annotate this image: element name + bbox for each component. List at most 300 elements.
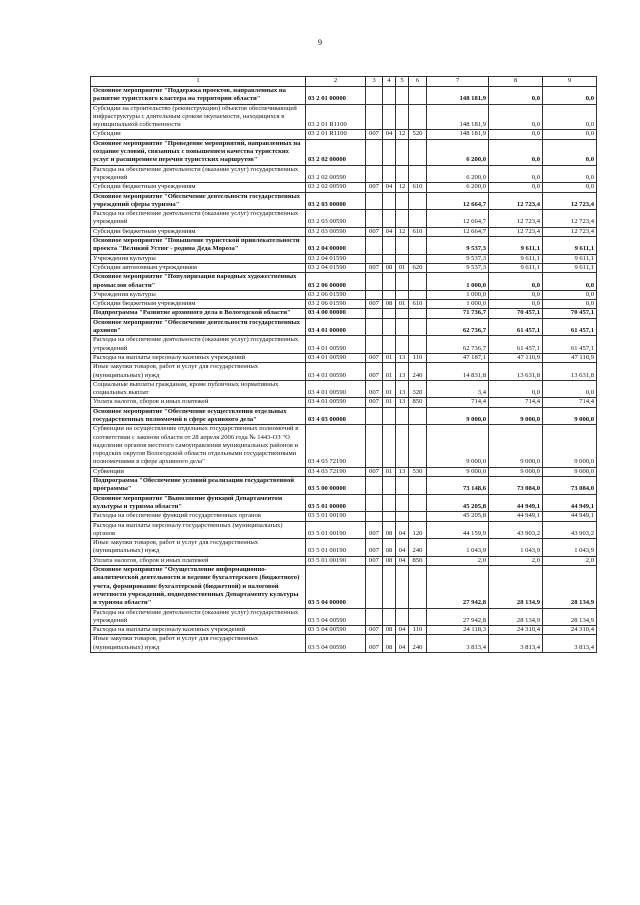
section-code	[383, 608, 396, 626]
target-article-code: 03 2 03 00590	[306, 210, 366, 228]
department-code	[366, 210, 383, 228]
amount-year-2: 0,0	[489, 380, 543, 398]
expense-type-code	[409, 318, 427, 336]
row-name: Основное мероприятие "Популяризация народных художественных промыслов области"	[91, 273, 306, 291]
amount-year-1: 27 942,8	[427, 608, 489, 626]
amount-year-1: 12 664,7	[427, 227, 489, 236]
amount-year-1: 1 000,0	[427, 290, 489, 299]
amount-year-2: 70 457,1	[489, 309, 543, 318]
table-row	[91, 353, 597, 362]
table-row	[91, 300, 597, 309]
table-row	[91, 626, 597, 635]
department-code	[366, 425, 383, 467]
expense-type-code	[409, 512, 427, 521]
subsection-code	[396, 425, 409, 467]
target-article-code: 03 5 01 00190	[306, 512, 366, 521]
amount-year-3: 28 134,9	[543, 608, 597, 626]
expense-type-code	[409, 309, 427, 318]
row-name: Основное мероприятие "Осуществление информационно-аналитической деятельности и ведение бухгалтерского (бюджетного) учета, формирование бухгалтерской (бюджетной) и налоговой отчетности учреждений, подведомственных Департаменту культуры и туризма области"	[91, 566, 306, 608]
row-name: Уплата налогов, сборов и иных платежей	[91, 556, 306, 565]
column-header: 4	[383, 77, 396, 87]
amount-year-2: 1 043,9	[489, 539, 543, 557]
section-code	[383, 407, 396, 425]
amount-year-2: 0,0	[489, 290, 543, 299]
amount-year-3: 13 631,8	[543, 363, 597, 381]
department-code	[366, 139, 383, 165]
subsection-code: 01	[396, 263, 409, 272]
row-name: Расходы на обеспечение функций государственных органов	[91, 512, 306, 521]
amount-year-2: 2,0	[489, 556, 543, 565]
expense-type-code: 850	[409, 398, 427, 407]
section-code: 04	[383, 227, 396, 236]
amount-year-1: 14 831,8	[427, 363, 489, 381]
expense-type-code	[409, 336, 427, 354]
amount-year-3: 24 310,4	[543, 626, 597, 635]
department-code	[366, 407, 383, 425]
target-article-code: 03 4 01 00590	[306, 336, 366, 354]
amount-year-3: 9 000,0	[543, 425, 597, 467]
row-name: Субсидии бюджетным учреждениям	[91, 183, 306, 192]
row-name: Расходы на выплаты персоналу казенных учреждений	[91, 353, 306, 362]
row-name: Субсидии бюджетным учреждениям	[91, 300, 306, 309]
amount-year-1: 1 000,0	[427, 300, 489, 309]
table-row	[91, 192, 597, 210]
amount-year-1: 3 813,4	[427, 635, 489, 653]
amount-year-2: 12 723,4	[489, 227, 543, 236]
expense-type-code: 320	[409, 380, 427, 398]
amount-year-1: 44 159,9	[427, 521, 489, 539]
target-article-code: 03 5 01 00190	[306, 539, 366, 557]
row-name: Расходы на обеспечение деятельности (оказание услуг) государственных учреждений	[91, 210, 306, 228]
target-article-code: 03 2 02 00590	[306, 165, 366, 183]
amount-year-3: 0,0	[543, 300, 597, 309]
section-code	[383, 309, 396, 318]
amount-year-2: 24 310,4	[489, 626, 543, 635]
expense-type-code	[409, 494, 427, 512]
subsection-code	[396, 237, 409, 255]
table-row	[91, 556, 597, 565]
amount-year-3: 47 110,9	[543, 353, 597, 362]
amount-year-1: 62 736,7	[427, 318, 489, 336]
table-row	[91, 318, 597, 336]
amount-year-1: 24 118,3	[427, 626, 489, 635]
target-article-code: 03 5 04 00590	[306, 608, 366, 626]
expense-type-code	[409, 237, 427, 255]
row-name: Расходы на обеспечение деятельности (оказание услуг) государственных учреждений	[91, 336, 306, 354]
subsection-code	[396, 512, 409, 521]
department-code	[366, 104, 383, 130]
amount-year-1: 62 736,7	[427, 336, 489, 354]
amount-year-3: 73 084,0	[543, 477, 597, 495]
amount-year-2: 73 084,0	[489, 477, 543, 495]
amount-year-3: 3 813,4	[543, 635, 597, 653]
row-name: Основное мероприятие "Обеспечение деятельности государственных учреждений сферы туризма"	[91, 192, 306, 210]
amount-year-1: 73 148,6	[427, 477, 489, 495]
row-name: Субсидии	[91, 130, 306, 139]
expense-type-code	[409, 290, 427, 299]
target-article-code: 03 5 01 00190	[306, 521, 366, 539]
section-code: 08	[383, 635, 396, 653]
amount-year-2: 3 813,4	[489, 635, 543, 653]
amount-year-3: 0,0	[543, 165, 597, 183]
amount-year-2: 0,0	[489, 139, 543, 165]
table-row	[91, 210, 597, 228]
expense-type-code: 110	[409, 626, 427, 635]
subsection-code: 13	[396, 353, 409, 362]
subsection-code	[396, 608, 409, 626]
amount-year-3: 0,0	[543, 183, 597, 192]
section-code	[383, 210, 396, 228]
row-name: Субсидии автономным учреждениям	[91, 263, 306, 272]
table-row	[91, 254, 597, 263]
amount-year-1: 71 736,7	[427, 309, 489, 318]
amount-year-3: 9 611,1	[543, 237, 597, 255]
expense-type-code: 110	[409, 353, 427, 362]
column-header: 8	[489, 77, 543, 87]
table-row	[91, 521, 597, 539]
amount-year-2: 44 949,1	[489, 512, 543, 521]
subsection-code	[396, 494, 409, 512]
department-code	[366, 336, 383, 354]
row-name: Подпрограмма "Развитие архивного дела в Вологодской области"	[91, 309, 306, 318]
subsection-code	[396, 139, 409, 165]
subsection-code	[396, 210, 409, 228]
amount-year-1: 1 043,9	[427, 539, 489, 557]
row-name: Уплата налогов, сборов и иных платежей	[91, 398, 306, 407]
target-article-code: 03 5 04 00000	[306, 566, 366, 608]
column-header: 5	[396, 77, 409, 87]
amount-year-2: 0,0	[489, 273, 543, 291]
amount-year-1: 6 200,0	[427, 165, 489, 183]
table-row	[91, 165, 597, 183]
amount-year-1: 9 000,0	[427, 407, 489, 425]
subsection-code	[396, 165, 409, 183]
expense-type-code: 620	[409, 263, 427, 272]
table-row	[91, 566, 597, 608]
department-code	[366, 237, 383, 255]
expense-type-code: 520	[409, 130, 427, 139]
table-row	[91, 539, 597, 557]
department-code: 007	[366, 300, 383, 309]
row-name: Расходы на выплаты персоналу казенных учреждений	[91, 626, 306, 635]
expense-type-code: 610	[409, 227, 427, 236]
target-article-code: 03 2 01 R1100	[306, 130, 366, 139]
section-code: 01	[383, 467, 396, 476]
section-code	[383, 477, 396, 495]
amount-year-3: 1 043,9	[543, 539, 597, 557]
expense-type-code	[409, 254, 427, 263]
table-row	[91, 139, 597, 165]
row-name: Подпрограмма "Обеспечение условий реализации государственной программы"	[91, 477, 306, 495]
column-header: 9	[543, 77, 597, 87]
row-name: Основное мероприятие "Поддержка проектов, направленных на развитие туристского кластера на территории области"	[91, 87, 306, 105]
expense-type-code: 240	[409, 363, 427, 381]
target-article-code: 03 5 04 00590	[306, 626, 366, 635]
subsection-code: 04	[396, 556, 409, 565]
expense-type-code: 240	[409, 635, 427, 653]
amount-year-1: 3,4	[427, 380, 489, 398]
subsection-code	[396, 336, 409, 354]
table-row	[91, 635, 597, 653]
department-code	[366, 566, 383, 608]
amount-year-1: 45 205,8	[427, 512, 489, 521]
column-header: 1	[91, 77, 306, 87]
subsection-code	[396, 104, 409, 130]
section-code	[383, 254, 396, 263]
section-code: 08	[383, 300, 396, 309]
table-row	[91, 263, 597, 272]
subsection-code	[396, 309, 409, 318]
amount-year-1: 6 200,0	[427, 183, 489, 192]
expense-type-code: 120	[409, 521, 427, 539]
table-row	[91, 104, 597, 130]
section-code	[383, 237, 396, 255]
department-code	[366, 87, 383, 105]
amount-year-2: 9 000,0	[489, 467, 543, 476]
subsection-code: 12	[396, 183, 409, 192]
department-code	[366, 477, 383, 495]
table-row	[91, 380, 597, 398]
subsection-code: 04	[396, 635, 409, 653]
department-code	[366, 290, 383, 299]
row-name: Учреждения культуры	[91, 254, 306, 263]
department-code: 007	[366, 635, 383, 653]
amount-year-3: 61 457,1	[543, 318, 597, 336]
target-article-code: 03 2 03 00000	[306, 192, 366, 210]
amount-year-1: 148 181,9	[427, 104, 489, 130]
row-name: Расходы на обеспечение деятельности (оказание услуг) государственных учреждений	[91, 165, 306, 183]
amount-year-2: 61 457,1	[489, 318, 543, 336]
target-article-code: 03 4 01 00000	[306, 318, 366, 336]
section-code: 08	[383, 521, 396, 539]
section-code	[383, 273, 396, 291]
subsection-code: 04	[396, 539, 409, 557]
amount-year-3: 70 457,1	[543, 309, 597, 318]
table-row	[91, 363, 597, 381]
row-name: Иные закупки товаров, работ и услуг для государственных (муниципальных) нужд	[91, 539, 306, 557]
department-code	[366, 165, 383, 183]
row-name: Субвенции на осуществление отдельных государственных полномочий в соответствии с законом области от 28 апреля 2006 года № 1443-ОЗ "О наделении органов местного самоуправления муниципальных районов и городских округов Вологодской области отдельными государственными полномочиями в сфере архивного дела"	[91, 425, 306, 467]
amount-year-2: 47 110,9	[489, 353, 543, 362]
subsection-code	[396, 254, 409, 263]
amount-year-2: 9 611,1	[489, 263, 543, 272]
expense-type-code	[409, 139, 427, 165]
row-name: Основное мероприятие "Обеспечение осуществления отдельных государственных полномочий в сфере архивного дела"	[91, 407, 306, 425]
target-article-code: 03 2 06 00000	[306, 273, 366, 291]
table-body	[91, 87, 597, 653]
amount-year-1: 45 205,8	[427, 494, 489, 512]
subsection-code: 13	[396, 398, 409, 407]
column-header: 6	[409, 77, 427, 87]
amount-year-2: 9 611,1	[489, 237, 543, 255]
expense-type-code: 240	[409, 539, 427, 557]
row-name: Субвенции	[91, 467, 306, 476]
target-article-code: 03 2 06 01590	[306, 290, 366, 299]
target-article-code: 03 4 01 00590	[306, 398, 366, 407]
amount-year-3: 2,0	[543, 556, 597, 565]
amount-year-2: 44 949,1	[489, 494, 543, 512]
subsection-code	[396, 566, 409, 608]
row-name: Иные закупки товаров, работ и услуг для государственных (муниципальных) нужд	[91, 363, 306, 381]
amount-year-1: 9 537,3	[427, 254, 489, 263]
target-article-code: 03 2 01 R1100	[306, 104, 366, 130]
amount-year-3: 9 000,0	[543, 407, 597, 425]
expense-type-code	[409, 477, 427, 495]
subsection-code	[396, 192, 409, 210]
section-code: 04	[383, 183, 396, 192]
amount-year-3: 12 723,4	[543, 192, 597, 210]
table-row	[91, 608, 597, 626]
table-row	[91, 407, 597, 425]
department-code: 007	[366, 227, 383, 236]
column-header: 2	[306, 77, 366, 87]
amount-year-3: 44 949,1	[543, 512, 597, 521]
department-code	[366, 318, 383, 336]
amount-year-3: 9 611,1	[543, 263, 597, 272]
amount-year-3: 0,0	[543, 104, 597, 130]
amount-year-2: 28 134,9	[489, 608, 543, 626]
department-code: 007	[366, 521, 383, 539]
section-code: 04	[383, 130, 396, 139]
amount-year-1: 148 181,9	[427, 130, 489, 139]
department-code	[366, 512, 383, 521]
target-article-code: 03 2 02 00590	[306, 183, 366, 192]
department-code: 007	[366, 467, 383, 476]
row-name: Субсидии бюджетным учреждениям	[91, 227, 306, 236]
amount-year-1: 9 537,3	[427, 237, 489, 255]
target-article-code: 03 2 04 01590	[306, 263, 366, 272]
department-code	[366, 192, 383, 210]
table-row	[91, 425, 597, 467]
amount-year-1: 2,0	[427, 556, 489, 565]
target-article-code: 03 4 03 72190	[306, 425, 366, 467]
amount-year-1: 12 664,7	[427, 192, 489, 210]
subsection-code: 04	[396, 626, 409, 635]
amount-year-1: 9 537,3	[427, 263, 489, 272]
table-row	[91, 494, 597, 512]
amount-year-3: 61 457,1	[543, 336, 597, 354]
expense-type-code	[409, 165, 427, 183]
subsection-code	[396, 477, 409, 495]
section-code: 01	[383, 398, 396, 407]
row-name: Учреждения культуры	[91, 290, 306, 299]
row-name: Основное мероприятие "Проведение мероприятий, направленных на создание условий, связанных с повышением качества туристских услуг и расширением перечня туристских маршрутов"	[91, 139, 306, 165]
section-code	[383, 139, 396, 165]
amount-year-2: 61 457,1	[489, 336, 543, 354]
table-row	[91, 309, 597, 318]
target-article-code: 03 2 04 00000	[306, 237, 366, 255]
amount-year-2: 12 723,4	[489, 192, 543, 210]
table-row	[91, 512, 597, 521]
target-article-code: 03 2 02 00000	[306, 139, 366, 165]
amount-year-3: 44 949,1	[543, 494, 597, 512]
expense-type-code: 850	[409, 556, 427, 565]
amount-year-2: 9 611,1	[489, 254, 543, 263]
amount-year-3: 0,0	[543, 290, 597, 299]
row-name: Основное мероприятие "Выполнение функций Департаментом культуры и туризма области"	[91, 494, 306, 512]
amount-year-3: 12 723,4	[543, 210, 597, 228]
department-code: 007	[366, 398, 383, 407]
target-article-code: 03 5 01 00000	[306, 494, 366, 512]
section-code	[383, 318, 396, 336]
row-name: Субсидии на строительство (реконструкцию) объектов обеспечивающей инфраструктуры с длительным сроком окупаемости, находящихся в муниципальной собственности	[91, 104, 306, 130]
table-row	[91, 273, 597, 291]
department-code	[366, 494, 383, 512]
expense-type-code: 530	[409, 467, 427, 476]
amount-year-1: 12 664,7	[427, 210, 489, 228]
section-code: 08	[383, 556, 396, 565]
amount-year-2: 0,0	[489, 165, 543, 183]
amount-year-1: 9 000,0	[427, 425, 489, 467]
amount-year-2: 9 000,0	[489, 407, 543, 425]
target-article-code: 03 4 01 00590	[306, 353, 366, 362]
amount-year-3: 0,0	[543, 139, 597, 165]
table-row	[91, 290, 597, 299]
section-code	[383, 290, 396, 299]
expense-type-code	[409, 425, 427, 467]
amount-year-3: 43 903,2	[543, 521, 597, 539]
target-article-code: 03 5 01 00190	[306, 556, 366, 565]
target-article-code: 03 2 01 00000	[306, 87, 366, 105]
column-number-row	[91, 77, 597, 87]
row-name: Иные закупки товаров, работ и услуг для государственных (муниципальных) нужд	[91, 635, 306, 653]
expense-type-code: 610	[409, 183, 427, 192]
amount-year-2: 0,0	[489, 300, 543, 309]
section-code	[383, 192, 396, 210]
section-code: 01	[383, 353, 396, 362]
table-row	[91, 87, 597, 105]
department-code: 007	[366, 556, 383, 565]
amount-year-2: 28 134,9	[489, 566, 543, 608]
department-code	[366, 309, 383, 318]
expense-type-code	[409, 273, 427, 291]
table-row	[91, 467, 597, 476]
amount-year-3: 9 000,0	[543, 467, 597, 476]
row-name: Расходы на обеспечение деятельности (оказание услуг) государственных учреждений	[91, 608, 306, 626]
amount-year-3: 0,0	[543, 380, 597, 398]
target-article-code: 03 4 03 00000	[306, 407, 366, 425]
amount-year-2: 13 631,8	[489, 363, 543, 381]
amount-year-2: 714,4	[489, 398, 543, 407]
section-code	[383, 425, 396, 467]
amount-year-2: 0,0	[489, 130, 543, 139]
amount-year-2: 43 903,2	[489, 521, 543, 539]
amount-year-3: 0,0	[543, 130, 597, 139]
amount-year-1: 9 000,0	[427, 467, 489, 476]
section-code	[383, 104, 396, 130]
page-number: 9	[318, 38, 322, 47]
target-article-code: 03 4 01 00590	[306, 363, 366, 381]
table-row	[91, 336, 597, 354]
target-article-code: 03 4 03 72190	[306, 467, 366, 476]
expense-type-code: 610	[409, 300, 427, 309]
subsection-code: 13	[396, 380, 409, 398]
target-article-code: 03 5 04 00590	[306, 635, 366, 653]
target-article-code: 03 2 06 01590	[306, 300, 366, 309]
section-code: 08	[383, 539, 396, 557]
subsection-code: 12	[396, 130, 409, 139]
section-code	[383, 494, 396, 512]
row-name: Основное мероприятие "Повышение туристской привлекательности проекта "Великий Устюг - родина Деда Мороза"	[91, 237, 306, 255]
target-article-code: 03 5 00 00000	[306, 477, 366, 495]
section-code	[383, 512, 396, 521]
section-code: 08	[383, 263, 396, 272]
amount-year-2: 12 723,4	[489, 210, 543, 228]
row-name: Расходы на выплаты персоналу государственных (муниципальных) органов	[91, 521, 306, 539]
target-article-code: 03 4 01 00590	[306, 380, 366, 398]
column-header: 7	[427, 77, 489, 87]
subsection-code: 04	[396, 521, 409, 539]
